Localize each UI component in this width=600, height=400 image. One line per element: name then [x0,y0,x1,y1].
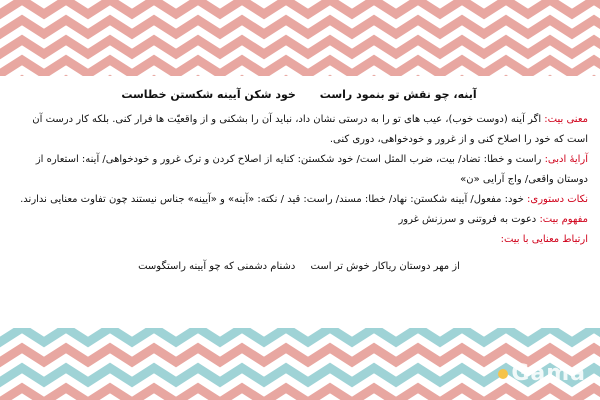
section-label: معنی بیت: [544,114,588,125]
related-hemistich-1: از مهر دوستان ریاکار خوش تر است [310,261,460,272]
section-related [10,230,588,250]
chevron-stripe [0,20,600,34]
title-hemistich-1: آینه، چو نقش تو بنمود راست [319,88,477,101]
section-label: نکات دستوری: [527,194,588,205]
section-label: آرایۀ ادبی: [544,154,588,165]
section-label: مفهوم بیت: [539,214,588,225]
section-text: دعوت به فروتنی و سرزنش غرور [398,214,537,225]
content-area [10,88,588,322]
section-label: ارتباط معنایی با بیت: [500,234,588,245]
chevron-stripe [0,60,600,74]
chevron-stripe [0,40,600,54]
decorative-chevron-band-top [0,0,600,76]
watermark-text: Gama [511,361,586,386]
chevron-stripe [0,388,600,400]
section-grammar-notes [10,190,588,210]
chevron-stripe [0,348,600,362]
section-text: خود: مفعول/ آیینه شکستن: نهاد/ خطا: مسند/ راست: قید / نکته: «آینه» و «آیینه» جناس نیستند چون تفاوت معنایی ندارند. [20,194,524,205]
watermark-logo [498,361,586,386]
chevron-stripe [0,328,600,342]
section-literary-devices [10,150,588,190]
related-verse [10,258,588,276]
section-text: راست و خطا: تضاد/ بیت، ضرب المثل است/ خود شکستن: کنایه از اصلاح کردن و ترک غرور و خودخواهی/ آینه: استعاره از دوستان واقعی/ واج آرایی «ن» [35,154,588,185]
section-meaning [10,110,588,150]
logo-dot-icon [498,369,508,379]
section-concept [10,210,588,230]
related-hemistich-2: دشنام دشمنی که چو آیینه راستگوست [138,261,296,272]
verse-title [10,88,588,101]
chevron-stripe [0,0,600,14]
title-hemistich-2: خود شکن آیینه شکستن خطاست [121,88,296,101]
section-text: اگر آینه (دوست خوب)، عیب های تو را به درستی نشان داد، نباید آن را بشکنی و از واقعیّت ها فرار کنی. بلکه کار درست آن است که خود را اصلاح کنی و از غرور و خودخواهی، دوری کنی. [32,114,588,145]
